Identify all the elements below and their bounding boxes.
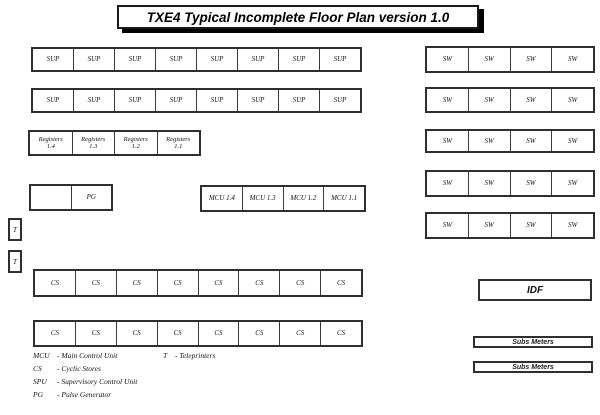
sup-unit: SUP [237, 49, 278, 70]
sw-unit: SW [551, 131, 593, 151]
sup-unit: SUP [196, 90, 237, 111]
sup-unit: SUP [155, 90, 196, 111]
cs-unit: CS [75, 322, 116, 345]
pg-unit: PG [71, 186, 112, 209]
sup-unit: SUP [155, 49, 196, 70]
sw-row-1 [425, 46, 595, 73]
sup-unit: SUP [319, 49, 360, 70]
legend-abbr-mcu: MCU [33, 351, 50, 360]
registers-unit: Registers 1.1 [157, 132, 200, 154]
legend-desc-t: - Teleprinters [175, 351, 216, 360]
mcu-unit: MCU 1.2 [283, 187, 324, 210]
cs-unit: CS [50, 329, 60, 338]
mcu-row [200, 185, 366, 212]
cs-unit: CS [116, 322, 157, 345]
legend-desc-cs: - Cyclic Stores [57, 364, 101, 373]
cs-unit: CS [279, 322, 320, 345]
mcu-unit: MCU 1.3 [242, 187, 283, 210]
cs-unit: CS [50, 278, 60, 287]
sw-unit: SW [551, 48, 593, 71]
cs-unit: CS [198, 322, 239, 345]
cs-unit: CS [116, 271, 157, 295]
sw-unit: SW [468, 48, 510, 71]
sw-unit: SW [442, 95, 453, 104]
sup-unit: SUP [319, 90, 360, 111]
teleprinter-box-2: T [8, 250, 22, 273]
legend-abbr-spu: SPU [33, 377, 47, 386]
sw-unit: SW [442, 55, 453, 64]
sup-unit: SUP [73, 90, 114, 111]
subs-meters-box-2: Subs Meters [473, 361, 593, 373]
sw-unit: SW [510, 214, 552, 237]
legend-abbr-cs: CS [33, 364, 42, 373]
sw-unit: SW [468, 131, 510, 151]
sup-unit: SUP [73, 49, 114, 70]
cs-unit: CS [157, 322, 198, 345]
pg-unit [31, 186, 71, 209]
pg-row [29, 184, 113, 211]
mcu-unit: MCU 1.4 [208, 194, 235, 203]
sup-unit: SUP [114, 90, 155, 111]
sup-unit: SUP [237, 90, 278, 111]
registers-unit: Registers 1.2 [114, 132, 157, 154]
page-title: TXE4 Typical Incomplete Floor Plan version 1.0 [117, 5, 479, 29]
sw-row-5 [425, 212, 595, 239]
sw-unit: SW [551, 172, 593, 195]
legend-item-spu [33, 376, 137, 387]
legend-item-mcu [33, 350, 117, 361]
sw-unit: SW [510, 48, 552, 71]
cs-row-2 [33, 320, 363, 347]
sup-row-1 [31, 47, 362, 72]
sup-unit: SUP [278, 90, 319, 111]
sup-unit: SUP [46, 96, 60, 105]
legend-item-pg [33, 389, 111, 400]
legend-abbr-t: T [163, 351, 168, 360]
sup-unit: SUP [46, 55, 60, 64]
sw-row-3 [425, 129, 595, 153]
sw-row-4 [425, 170, 595, 197]
cs-unit: CS [238, 271, 279, 295]
cs-unit: CS [75, 271, 116, 295]
sw-row-2 [425, 87, 595, 113]
registers-row [28, 130, 201, 156]
sup-row-2 [31, 88, 362, 113]
sw-unit: SW [551, 89, 593, 111]
cs-unit: CS [238, 322, 279, 345]
sw-unit: SW [442, 136, 453, 145]
subs-meters-box-1: Subs Meters [473, 336, 593, 348]
legend-desc-spu: - Supervisory Control Unit [57, 377, 138, 386]
sup-unit: SUP [114, 49, 155, 70]
sw-unit: SW [442, 221, 453, 230]
legend-abbr-pg: PG [33, 390, 43, 399]
cs-unit: CS [320, 271, 361, 295]
sw-unit: SW [468, 89, 510, 111]
sw-unit: SW [551, 214, 593, 237]
legend-item-cs [33, 363, 101, 374]
sw-unit: SW [510, 172, 552, 195]
cs-row-1 [33, 269, 363, 297]
cs-unit: CS [320, 322, 361, 345]
registers-unit: Registers 1.4 [38, 135, 63, 150]
legend-desc-mcu: - Main Control Unit [57, 351, 118, 360]
idf-box: IDF [478, 279, 592, 301]
sw-unit: SW [468, 214, 510, 237]
sw-unit: SW [510, 89, 552, 111]
sup-unit: SUP [278, 49, 319, 70]
teleprinter-box-1: T [8, 218, 22, 241]
sw-unit: SW [510, 131, 552, 151]
mcu-unit: MCU 1.1 [323, 187, 364, 210]
sw-unit: SW [468, 172, 510, 195]
legend-item-t [163, 350, 215, 361]
sup-unit: SUP [196, 49, 237, 70]
cs-unit: CS [157, 271, 198, 295]
legend-desc-pg: - Pulse Generator [57, 390, 112, 399]
registers-unit: Registers 1.3 [72, 132, 115, 154]
cs-unit: CS [198, 271, 239, 295]
sw-unit: SW [442, 179, 453, 188]
cs-unit: CS [279, 271, 320, 295]
